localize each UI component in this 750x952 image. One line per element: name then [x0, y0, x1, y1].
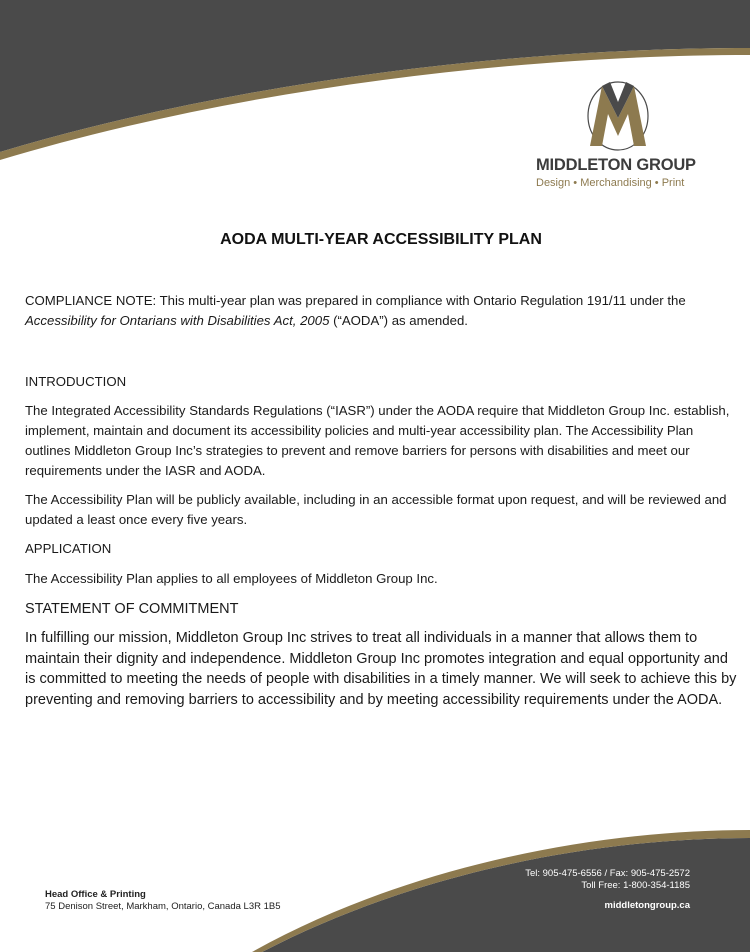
footer-toll-free: Toll Free: 1-800-354-1185 — [581, 879, 690, 891]
footer-address: 75 Denison Street, Markham, Ontario, Canada L3R 1B5 — [45, 901, 281, 912]
document-body — [25, 291, 741, 710]
compliance-note-text: COMPLIANCE NOTE: This multi-year plan was prepared in compliance with Ontario Regulation 191/11 under the — [25, 293, 686, 308]
company-logo — [536, 78, 696, 189]
commitment-heading: STATEMENT OF COMMITMENT — [25, 601, 239, 617]
document-title: AODA MULTI-YEAR ACCESSIBILITY PLAN — [220, 231, 542, 248]
logo-mark-icon — [584, 78, 652, 152]
commitment-paragraph: In fulfilling our mission, Middleton Group Inc strives to treat all individuals in a manner that allows them to maintain their dignity and independence. Middleton Group Inc promotes integration and equal opportunity and is committed to meeting the needs of people with disabilities in a timely manner. We will seek to achieve this by preventing and removing barriers to accessibility and by meeting accessibility requirements under the AODA. — [25, 630, 737, 708]
footer-website-link[interactable]: middletongroup.ca — [604, 900, 690, 911]
footer-office-label: Head Office & Printing — [45, 889, 146, 900]
compliance-act-title: Accessibility for Ontarians with Disabilities Act, 2005 — [25, 313, 330, 328]
application-heading: APPLICATION — [25, 541, 112, 556]
logo-company-name: MIDDLETON GROUP — [536, 156, 696, 174]
introduction-heading: INTRODUCTION — [25, 374, 127, 389]
introduction-paragraph-1: The Integrated Accessibility Standards Regulations (“IASR”) under the AODA require that Middleton Group Inc. establish, implement, maintain and document its accessibility policies and multi-year accessibility plan. The Accessibility Plan outlines Middleton Group Inc’s strategies to prevent and remove barriers for persons with disabilities and meet our requirements under the IASR and AODA. — [25, 403, 730, 478]
footer-contact-block — [525, 868, 690, 912]
logo-tagline: Design • Merchandising • Print — [536, 177, 685, 189]
footer-address-block — [45, 889, 281, 913]
application-paragraph: The Accessibility Plan applies to all employees of Middleton Group Inc. — [25, 571, 438, 586]
footer-tel-fax: Tel: 905-475-6556 / Fax: 905-475-2572 — [525, 868, 690, 879]
compliance-note-suffix: (“AODA”) as amended. — [329, 313, 468, 328]
introduction-paragraph-2: The Accessibility Plan will be publicly available, including in an accessible format upon request, and will be reviewed and updated a least once every five years. — [25, 492, 727, 527]
compliance-note — [25, 291, 741, 331]
